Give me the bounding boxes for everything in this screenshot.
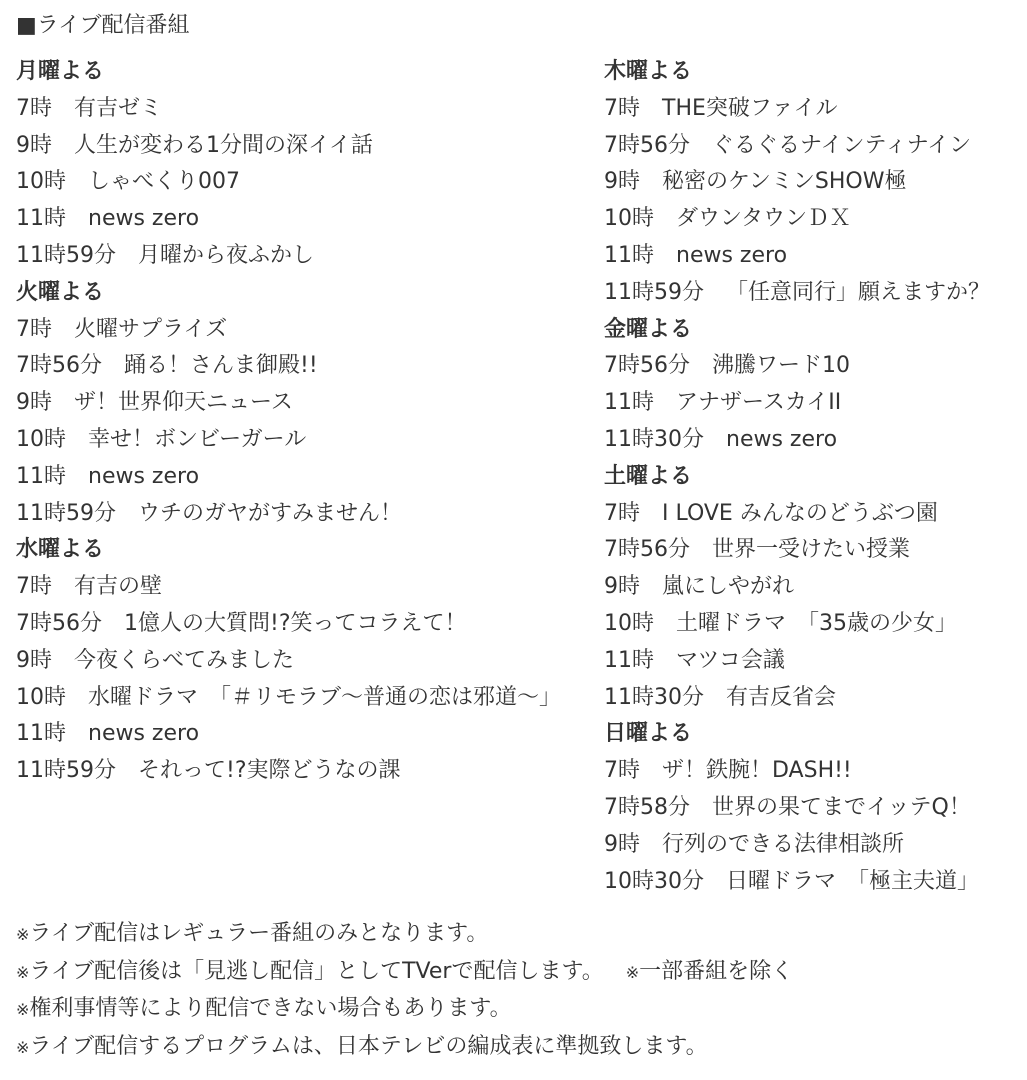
program-time: 10時: [16, 169, 66, 195]
program-name: 日曜ドラマ 「極主夫道」: [726, 868, 980, 894]
note-line: [16, 954, 793, 992]
day-heading: 金曜よる: [604, 316, 693, 342]
program-name: ザ！鉄腕！DASH!!: [662, 758, 852, 784]
program-time: 11時: [604, 242, 654, 268]
program-name: 有吉ゼミ: [74, 95, 163, 121]
day-block-monday: [16, 54, 576, 275]
program-name: ウチのガヤがすみません！: [138, 500, 403, 526]
notes-section: [16, 916, 793, 1066]
program-item: [16, 459, 576, 496]
program-item: [604, 753, 1024, 790]
program-item: [604, 201, 1024, 238]
section-title: ■ライブ配信番組: [16, 13, 190, 38]
program-item: [604, 275, 1024, 312]
program-time: 11時: [16, 206, 66, 232]
program-time: 11時: [16, 721, 66, 747]
program-item: [16, 496, 576, 533]
day-block-sunday: [604, 716, 1024, 900]
program-name: しゃべくり007: [88, 169, 240, 195]
note-text: 一部番組を除く: [639, 958, 794, 984]
program-item: [604, 569, 1024, 606]
program-name: 有吉の壁: [74, 574, 163, 600]
note-text: ライブ配信後は「見逃し配信」としてTVerで配信します。: [29, 958, 604, 984]
program-time: 11時: [604, 390, 654, 416]
program-time: 10時: [604, 610, 654, 636]
program-item: [604, 422, 1024, 459]
program-item: [604, 790, 1024, 827]
schedule-right-column: [604, 54, 1024, 900]
program-name: 行列のできる法律相談所: [662, 831, 905, 857]
program-name: 土曜ドラマ 「35歳の少女」: [676, 610, 957, 636]
day-heading: 土曜よる: [604, 463, 693, 489]
program-time: 9時: [16, 390, 52, 416]
program-name: 人生が変わる1分間の深イイ話: [74, 132, 373, 158]
program-item: [16, 312, 576, 349]
program-time: 10時: [16, 426, 66, 452]
program-time: 11時59分: [16, 242, 116, 268]
program-item: [16, 164, 576, 201]
program-time: 7時56分: [604, 537, 690, 563]
program-time: 7時: [16, 316, 52, 342]
program-item: [16, 680, 576, 717]
program-name: news zero: [726, 426, 838, 452]
program-name: 幸せ！ボンビーガール: [88, 426, 307, 452]
program-name: news zero: [676, 242, 788, 268]
note-line: [16, 1029, 793, 1067]
program-name: 有吉反省会: [726, 684, 837, 710]
program-item: [16, 716, 576, 753]
program-item: [16, 238, 576, 275]
program-time: 9時: [604, 574, 640, 600]
day-block-thursday: [604, 54, 1024, 312]
program-item: [16, 385, 576, 422]
program-time: 7時: [604, 500, 640, 526]
note-mark: ※: [16, 1000, 30, 1019]
note-mark: ※: [16, 925, 30, 944]
program-name: 今夜くらべてみました: [74, 647, 295, 673]
program-item: [604, 128, 1024, 165]
program-name: ザ！世界仰天ニュース: [74, 390, 293, 416]
program-time: 7時: [16, 95, 52, 121]
program-item: [604, 680, 1024, 717]
program-time: 7時56分: [16, 610, 102, 636]
day-block-friday: [604, 312, 1024, 459]
program-time: 7時: [16, 574, 52, 600]
program-item: [16, 91, 576, 128]
program-name: ダウンタウンＤＸ: [676, 206, 852, 232]
program-name: 月曜から夜ふかし: [138, 242, 315, 268]
program-item: [16, 128, 576, 165]
program-time: 10時30分: [604, 868, 704, 894]
note-mark: ※: [625, 962, 640, 982]
program-name: マツコ会議: [676, 647, 785, 673]
note-text: ライブ配信はレギュラー番組のみとなります。: [29, 921, 489, 946]
program-item: [16, 348, 576, 385]
note-text: 権利事情等により配信できない場合もあります。: [29, 996, 512, 1021]
program-item: [604, 864, 1024, 901]
program-name: 「任意同行」願えますか？: [726, 279, 991, 305]
day-heading: 水曜よる: [16, 537, 105, 563]
program-time: 9時: [604, 831, 640, 857]
program-name: 1億人の大質問!?笑ってコラえて！: [124, 610, 467, 636]
program-item: [604, 238, 1024, 275]
program-time: 11時59分: [16, 758, 116, 784]
note-line: [16, 916, 793, 954]
program-name: アナザースカイII: [676, 390, 842, 416]
note-mark: ※: [16, 1037, 30, 1057]
program-item: [604, 385, 1024, 422]
program-item: [604, 606, 1024, 643]
program-time: 7時: [604, 95, 640, 121]
program-item: [16, 422, 576, 459]
note-line: [16, 991, 793, 1029]
program-item: [604, 496, 1024, 533]
program-item: [16, 606, 576, 643]
program-time: 9時: [16, 132, 52, 158]
note-mark: ※: [16, 962, 30, 982]
program-name: THE突破ファイル: [662, 95, 838, 121]
program-name: 水曜ドラマ 「＃リモラブ～普通の恋は邪道～」: [88, 684, 562, 710]
program-time: 7時56分: [604, 353, 690, 379]
program-item: [604, 532, 1024, 569]
program-time: 11時30分: [604, 426, 704, 452]
program-item: [16, 643, 576, 680]
program-time: 7時58分: [604, 794, 690, 820]
program-name: I LOVE みんなのどうぶつ園: [662, 500, 938, 526]
note-text: ライブ配信するプログラムは、日本テレビの編成表に準拠致します。: [29, 1033, 708, 1059]
program-time: 11時59分: [16, 500, 116, 526]
day-heading: 日曜よる: [604, 721, 693, 747]
program-item: [604, 348, 1024, 385]
day-heading: 木曜よる: [604, 59, 693, 84]
program-time: 7時56分: [16, 353, 102, 379]
program-item: [604, 164, 1024, 201]
day-heading: 月曜よる: [16, 59, 105, 84]
program-time: 9時: [604, 169, 640, 195]
program-name: 世界一受けたい授業: [712, 537, 911, 563]
day-block-tuesday: [16, 275, 576, 533]
program-name: 嵐にしやがれ: [662, 574, 795, 600]
program-time: 10時: [604, 206, 654, 232]
program-name: ぐるぐるナインティナイン: [712, 132, 972, 158]
program-name: それって!?実際どうなの課: [138, 758, 401, 784]
program-time: 9時: [16, 647, 52, 673]
program-name: 沸騰ワード10: [712, 353, 850, 379]
program-time: 11時59分: [604, 279, 704, 305]
program-time: 11時30分: [604, 684, 704, 710]
schedule-left-column: [16, 54, 576, 790]
program-name: 踊る！さんま御殿!!: [124, 353, 318, 379]
program-item: [16, 201, 576, 238]
program-time: 7時: [604, 758, 640, 784]
program-item: [604, 91, 1024, 128]
program-item: [16, 569, 576, 606]
day-block-saturday: [604, 459, 1024, 717]
program-time: 10時: [16, 684, 66, 710]
program-item: [604, 827, 1024, 864]
program-name: news zero: [88, 463, 200, 489]
day-block-wednesday: [16, 532, 576, 790]
program-item: [604, 643, 1024, 680]
program-name: 火曜サプライズ: [74, 316, 228, 342]
day-heading: 火曜よる: [16, 279, 105, 305]
program-name: 秘密のケンミンSHOW極: [662, 169, 907, 195]
program-item: [16, 753, 576, 790]
program-time: 7時56分: [604, 132, 690, 158]
program-name: 世界の果てまでイッテQ！: [712, 794, 971, 820]
program-time: 11時: [16, 463, 66, 489]
program-time: 11時: [604, 647, 654, 673]
program-name: news zero: [88, 206, 200, 232]
program-name: news zero: [88, 721, 200, 747]
